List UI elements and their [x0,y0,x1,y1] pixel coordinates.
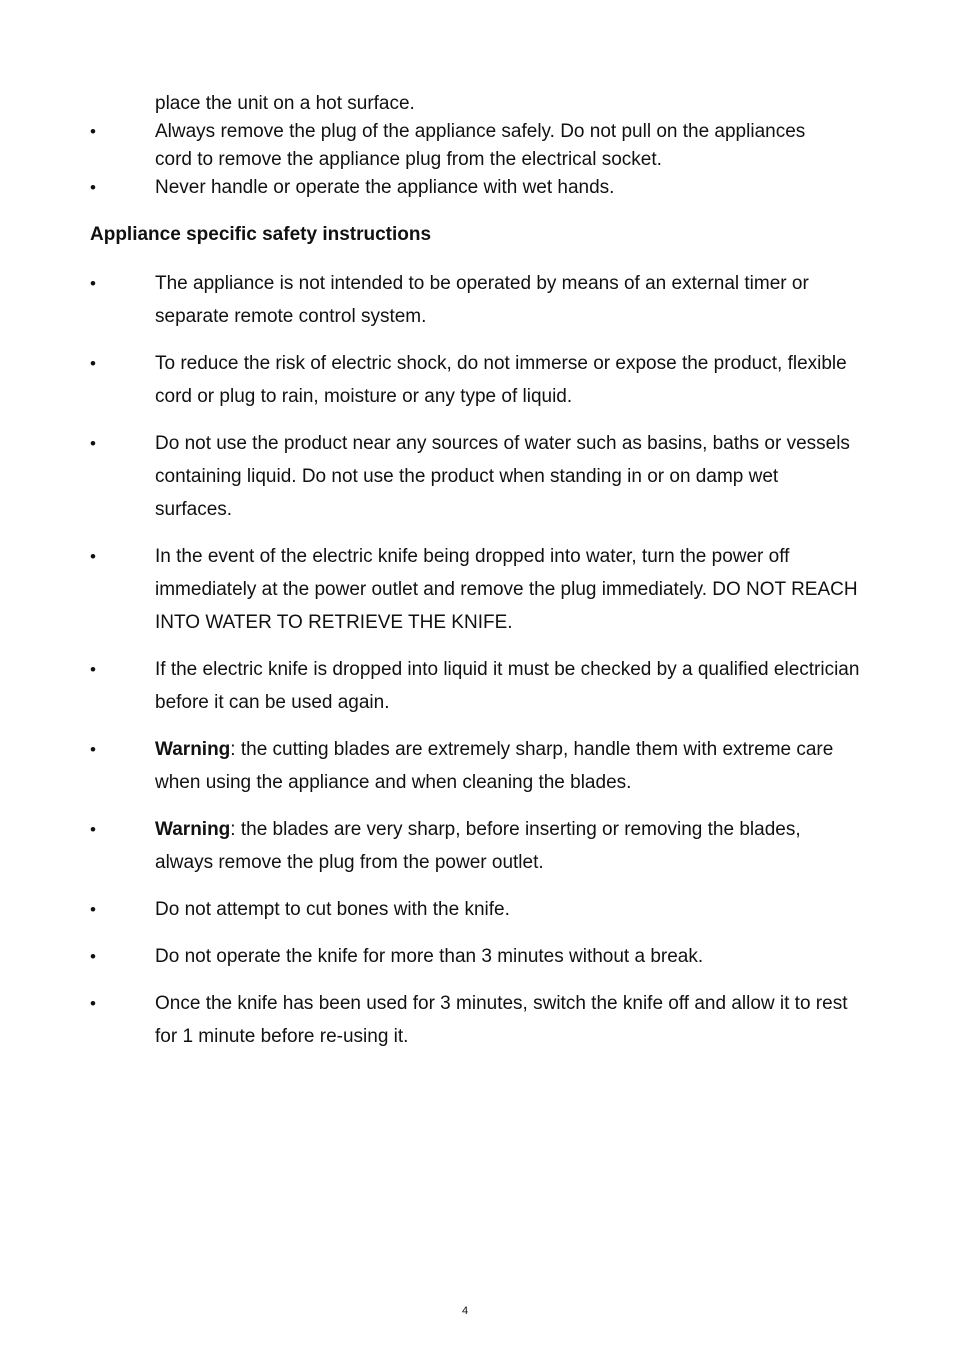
list-item [0,174,835,202]
list-item [0,733,860,799]
bullet-icon: • [90,547,96,566]
list-item [0,347,860,413]
list-item-text: Do not operate the knife for more than 3 minutes without a break. [155,946,704,967]
list-item [0,118,835,174]
bullet-icon: • [90,354,96,373]
list-item-text: To reduce the risk of electric shock, do not immerse or expose the product, flexible cord or plug to rain, moisture or any type of liquid. [155,353,847,407]
list-item [0,813,860,879]
list-item-text: The appliance is not intended to be operated by means of an external timer or separate remote control system. [155,273,809,327]
list-item [0,540,860,639]
list-item-text: In the event of the electric knife being dropped into water, turn the power off immediately at the power outlet and remove the plug immediately. DO NOT REACH INTO WATER TO RETRIEVE THE KNIFE. [155,546,858,633]
bullet-icon: • [90,994,96,1013]
top-bullet-list [0,118,954,202]
bullet-icon: • [90,434,96,453]
list-item-text: Never handle or operate the appliance with wet hands. [155,177,615,198]
bullet-icon: • [90,274,96,293]
list-item-text: : the cutting blades are extremely sharp, handle them with extreme care when using the appliance and when cleaning the blades. [155,739,834,793]
list-item-text: If the electric knife is dropped into liquid it must be checked by a qualified electrician before it can be used again. [155,659,860,713]
list-item [0,893,860,926]
list-item [0,653,860,719]
bullet-icon: • [90,740,96,759]
safety-bullet-list [0,267,954,1067]
bullet-icon: • [90,820,96,839]
bullet-icon: • [90,122,96,141]
continuation-text: place the unit on a hot surface. [155,93,415,114]
list-item-text: Once the knife has been used for 3 minutes, switch the knife off and allow it to rest for 1 minute before re-using it. [155,993,848,1047]
list-item-text: Always remove the plug of the appliance safely. Do not pull on the appliances cord to remove the appliance plug from the electrical socket. [155,121,806,170]
bullet-icon: • [90,900,96,919]
warning-label: Warning [155,819,231,840]
bullet-icon: • [90,660,96,679]
section-heading: Appliance specific safety instructions [90,224,432,245]
list-item [0,940,860,973]
list-item [0,267,860,333]
bullet-icon: • [90,947,96,966]
bullet-icon: • [90,178,96,197]
warning-label: Warning [155,739,231,760]
list-item [0,987,860,1053]
list-item-text: : the blades are very sharp, before inserting or removing the blades, always remove the plug from the power outlet. [155,819,801,873]
list-item-text: Do not use the product near any sources of water such as basins, baths or vessels containing liquid. Do not use the product when standing in or on damp wet surfaces. [155,433,850,520]
page-number: 4 [461,1305,469,1317]
list-item-text: Do not attempt to cut bones with the knife. [155,899,510,920]
list-item [0,427,860,526]
